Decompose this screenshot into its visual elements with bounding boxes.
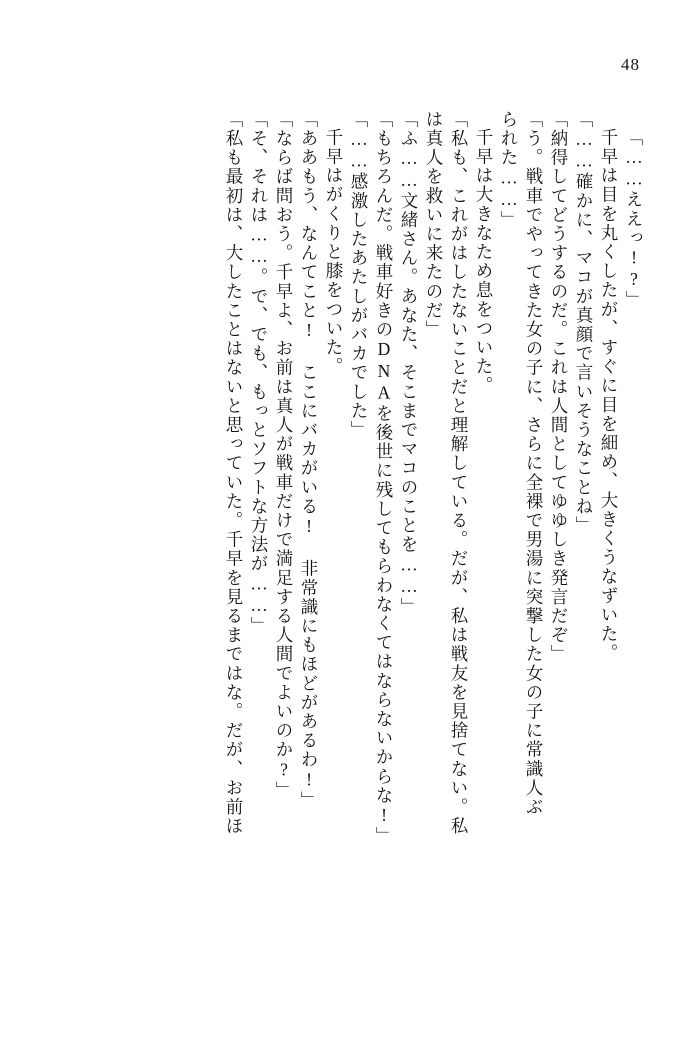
text-line: 「ああもう、なんてこと! ここにバカがいる! 非常識にもほどがあるわ!」: [299, 110, 319, 811]
text-line: 千早は目を丸くしたが、すぐに目を細め、大きくうなずいた。: [599, 128, 619, 663]
text-line: られた……」: [499, 110, 519, 230]
text-line: 「私も最初は、大したことはないと思っていた。千早を見るまではな。だが、お前ほ: [224, 110, 244, 836]
page-number: 48: [621, 55, 640, 74]
text-line: 千早は大きなため息をついた。: [474, 128, 494, 396]
text-line: 「もちろんだ。戦車好きのDNAを後世に残してもらわなくてはならないからな!」: [374, 110, 394, 846]
text-line: 「……ええっ!?」: [624, 128, 644, 310]
text-line: 千早はがくりと膝をついた。: [324, 128, 344, 377]
text-line: 「納得してどうするのだ。これは人間としてゆゆしき発言だぞ」: [549, 110, 569, 664]
text-line: 「ふ……文緒さん。あなた、そこまでマコのことを……」: [399, 110, 419, 617]
text-line: 「……感激したあたしがバカでした」: [349, 110, 369, 440]
text-line: 「私も、これがはしたないことだと理解している。だが、私は戦友を見捨てない。私: [449, 110, 469, 836]
text-line: 「……確かに、マコが真顔で言いそうなことね」: [574, 110, 594, 536]
text-line: 「そ、それは……。で、でも、もっとソフトな方法が……」: [249, 110, 269, 636]
vertical-text-body: [52, 110, 642, 990]
text-line: 「う。戦車でやってきた女の子に、さらに全裸で男湯に突撃した女の子に常識人ぶ: [524, 110, 544, 817]
text-line: は真人を救いに来たのだ」: [424, 110, 444, 340]
text-line: 「ならば問おう。千早よ、お前は真人が戦車だけで満足する人間でよいのか?」: [274, 110, 294, 801]
